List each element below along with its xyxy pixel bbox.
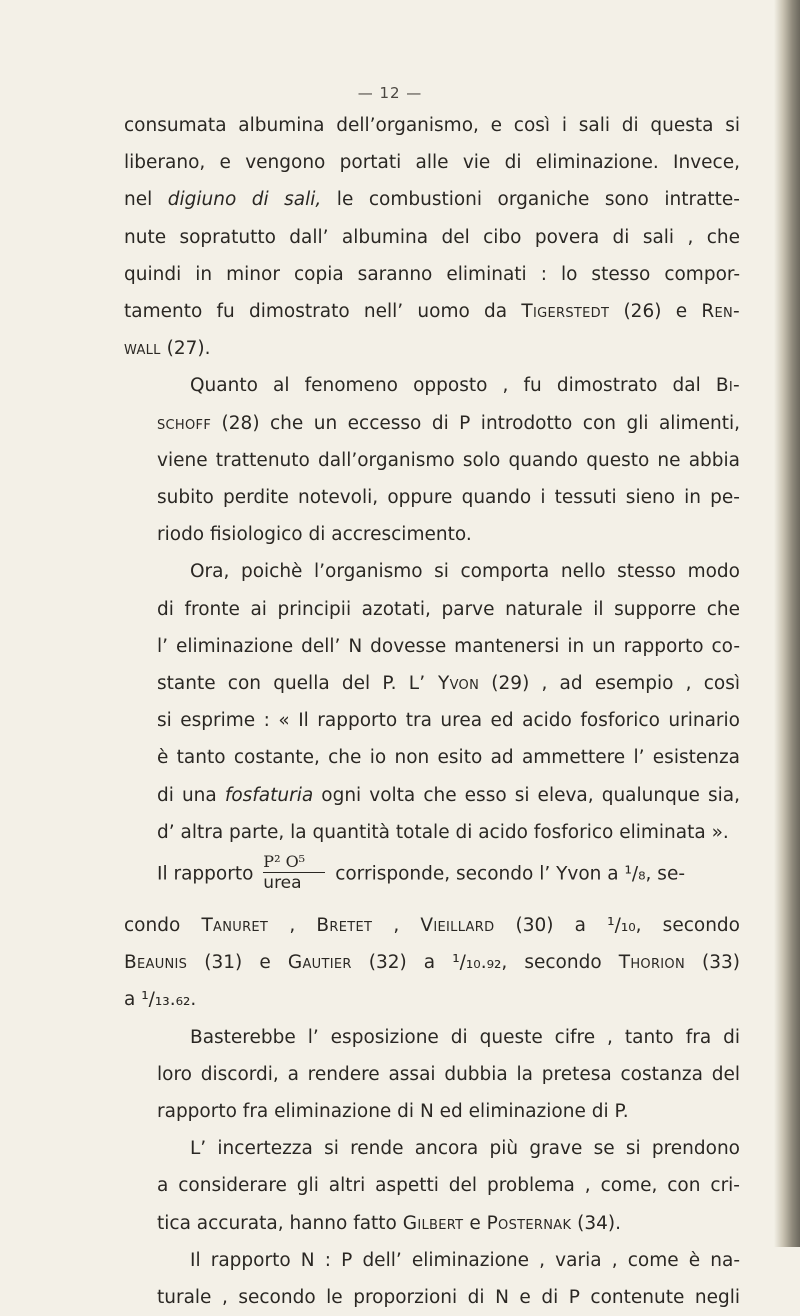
text-line: Il rapporto N : P dell’ eliminazione , varia , come è na- [190,1249,740,1271]
text-line: rapporto fra eliminazione di N ed eliminazione di P. [157,1101,629,1123]
author-name: Gautier [287,952,352,974]
text-line: Ora, poichè l’organismo si comporta nello stesso modo [190,561,740,583]
paragraph [124,107,740,367]
text-line: wall (27). [124,338,211,360]
text-line: a ¹/₁₃.₆₂. [124,989,197,1011]
author-name: Beaunis [124,952,188,974]
text-line: L’ incertezza si rende ancora più grave se si prendono [190,1138,740,1160]
text-line: stante con quella del P. L’ Yvon (29) , ad esempio , così [157,673,741,695]
paragraph [124,367,740,553]
paragraph [124,1019,740,1131]
paragraph-formula [124,851,740,1019]
page-number: — 12 — [357,84,423,102]
italic-term: digiuno di sali, [167,189,322,211]
italic-term: fosfaturia [224,784,314,806]
author-name: schoff [157,412,212,434]
text-line: viene trattenuto dall’organismo solo quando questo ne abbia [157,449,740,471]
text-line: consumata albumina dell’organismo, e così i sali di questa si [124,115,740,136]
text-line: subito perdite notevoli, oppure quando i tessuti sieno in pe- [157,487,740,509]
text-line: a considerare gli altri aspetti del problema , come, con cri- [157,1175,740,1197]
author-name: Ren- [701,301,740,323]
text-line: di una fosfaturia ogni volta che esso si eleva, qualunque sia, [157,784,741,806]
author-name: L’ Yvon [408,673,480,695]
author-name: Bretet [316,915,373,937]
text-line: tamento fu dimostrato nell’ uomo da Tigerstedt (26) e Ren- [124,301,740,323]
formula-trail-text: corrisponde, secondo l’ Yvon a ¹/₈, se- [335,863,686,885]
formula-line [124,851,740,907]
author-name: Gilbert [402,1212,464,1234]
text-line: nel digiuno di sali, le combustioni organiche sono intratte- [124,189,740,211]
paragraph [124,553,740,851]
text-line: turale , secondo le proporzioni di N e di P contenute negli [157,1287,740,1309]
text-line: d’ altra parte, la quantità totale di acido fosforico eliminata ». [157,821,729,843]
text-line: tica accurata, hanno fatto Gilbert e Posternak (34). [157,1212,622,1234]
author-name: wall [124,338,161,360]
fraction-denominator: urea [263,873,302,894]
text-line: è tanto costante, che io non esito ad ammettere l’ esistenza [157,747,740,769]
formula-lead-text: Il rapporto [157,863,254,885]
text-line: Basterebbe l’ esposizione di queste cifre , tanto fra di [190,1026,740,1048]
author-name: Bi- [715,375,740,397]
paragraph [124,1242,740,1316]
text-line: schoff (28) che un eccesso di P introdotto con gli alimenti, [157,412,740,434]
ratio-fraction [263,853,325,892]
author-name: Thorion [618,952,685,974]
text-line: nute sopratutto dall’ albumina del cibo povera di sali , che [124,226,740,248]
text-line: si esprime : « Il rapporto tra urea ed acido fosforico urinario [157,710,740,732]
text-line: quindi in minor copia saranno eliminati : lo stesso compor- [124,263,740,285]
author-name: Tanuret [201,915,269,937]
text-line: Quanto al fenomeno opposto , fu dimostrato dal Bi- [190,375,740,397]
paragraph [124,1130,740,1242]
text-line: di fronte ai principii azotati, parve naturale il supporre che [157,598,740,620]
text-line: l’ eliminazione dell’ N dovesse mantenersi in un rapporto co- [157,635,740,657]
text-line: condo Tanuret , Bretet , Vieillard (30) a ¹/₁₀, secondo [124,915,740,937]
text-line: loro discordi, a rendere assai dubbia la pretesa costanza del [157,1063,740,1085]
page-body [124,107,740,1316]
text-line: liberano, e vengono portati alle vie di eliminazione. Invece, [124,152,740,174]
formula-paragraph-lines [124,907,740,1019]
author-name: Posternak [486,1212,572,1234]
author-name: Tigerstedt [521,301,610,323]
author-name: Vieillard [420,915,495,937]
text-line: riodo fisiologico di accrescimento. [157,524,472,546]
page-edge-shadow [774,0,800,1247]
fraction-numerator: P² O⁵ [263,852,306,872]
text-line: Beaunis (31) e Gautier (32) a ¹/₁₀.₉₂, secondo Thorion (33) [124,952,741,974]
